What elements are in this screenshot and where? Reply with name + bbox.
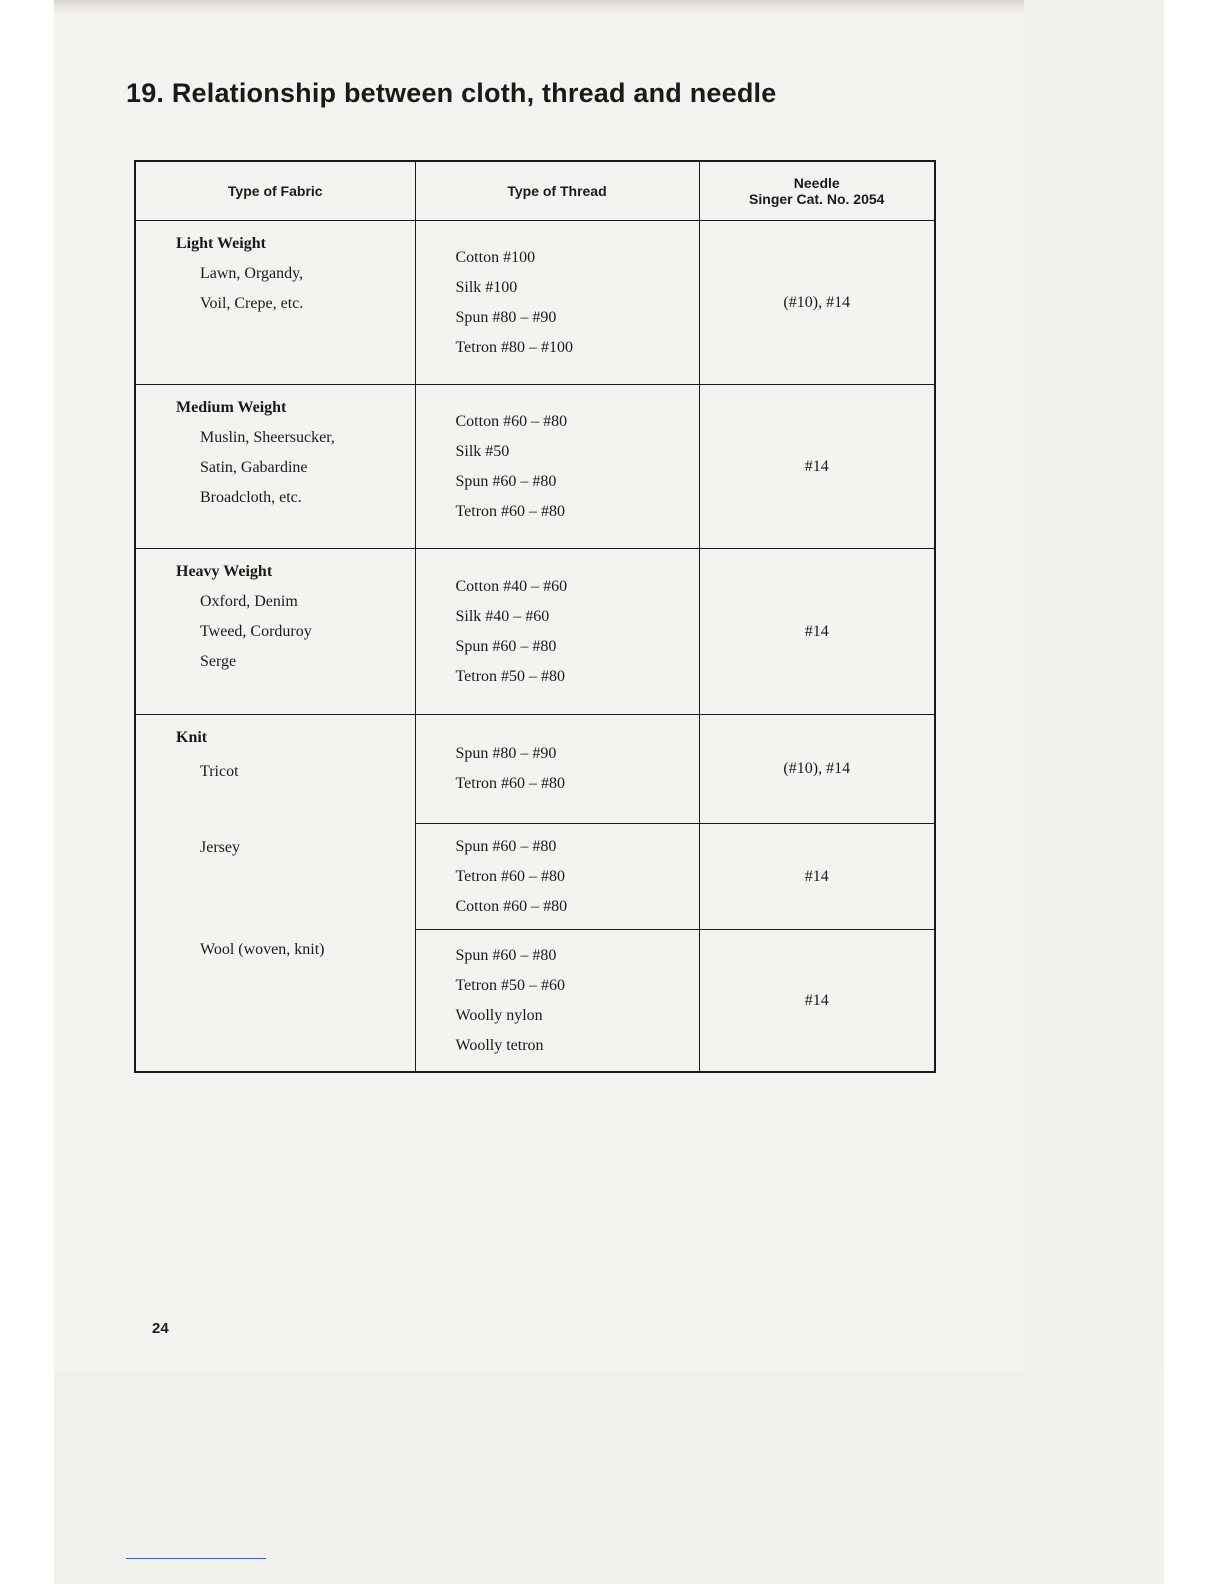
thread-item: Tetron #50 – #80 <box>455 667 566 685</box>
thread-item: Cotton #60 – #80 <box>455 412 568 430</box>
background-strip <box>1024 0 1164 1584</box>
needle-cell-heavy: #14 <box>699 549 935 715</box>
needle-cell-light: (#10), #14 <box>699 221 935 385</box>
thread-item: Silk #50 <box>455 442 510 460</box>
header-thread: Type of Thread <box>415 161 699 221</box>
thread-cell-heavy <box>415 549 699 715</box>
fabric-item: Oxford, Denim <box>200 593 298 610</box>
fabric-item-jersey: Jersey <box>200 839 240 856</box>
background-bottom <box>54 1372 1164 1584</box>
fabric-item-tricot: Tricot <box>200 763 239 780</box>
category-label: Medium Weight <box>176 399 287 416</box>
needle-cell-jersey: #14 <box>699 823 935 930</box>
thread-item: Spun #60 – #80 <box>455 837 557 855</box>
thread-item: Spun #80 – #90 <box>455 744 557 762</box>
fabric-cell-knit <box>135 715 415 1073</box>
knit-fabric-list <box>176 729 415 1071</box>
table-row <box>135 549 935 715</box>
table-header-row <box>135 161 935 221</box>
fabric-item: Muslin, Sheersucker, <box>200 429 335 446</box>
table-row <box>135 715 935 824</box>
fabric-item: Voil, Crepe, etc. <box>200 295 304 312</box>
header-needle-line2: Singer Cat. No. 2054 <box>749 191 885 207</box>
cloth-thread-needle-table <box>134 160 936 1073</box>
thread-item: Cotton #40 – #60 <box>455 577 568 595</box>
category-label: Heavy Weight <box>176 563 273 580</box>
thread-cell-medium <box>415 385 699 549</box>
thread-item: Tetron #60 – #80 <box>455 502 566 520</box>
table-row <box>135 385 935 549</box>
fabric-cell-light <box>135 221 415 385</box>
fabric-cell-medium <box>135 385 415 549</box>
fabric-item: Tweed, Corduroy <box>200 623 312 640</box>
divider-line <box>126 1558 266 1559</box>
page-top-edge <box>54 0 1024 14</box>
needle-cell-wool: #14 <box>699 930 935 1072</box>
thread-item: Woolly nylon <box>455 1006 543 1024</box>
fabric-item-wool: Wool (woven, knit) <box>200 941 325 958</box>
fabric-item: Serge <box>200 653 237 670</box>
page-title: 19. Relationship between cloth, thread and needle <box>126 78 777 108</box>
header-needle-line1: Needle <box>793 175 840 191</box>
needle-cell-medium: #14 <box>699 385 935 549</box>
fabric-item: Broadcloth, etc. <box>200 489 302 506</box>
header-fabric: Type of Fabric <box>135 161 415 221</box>
fabric-cell-heavy <box>135 549 415 715</box>
thread-item: Tetron #60 – #80 <box>455 774 566 792</box>
thread-item: Spun #60 – #80 <box>455 637 557 655</box>
thread-item: Spun #60 – #80 <box>455 946 557 964</box>
thread-item: Woolly tetron <box>455 1036 544 1054</box>
thread-item: Cotton #60 – #80 <box>455 897 568 915</box>
thread-cell-tricot <box>415 715 699 824</box>
header-needle <box>699 161 935 221</box>
category-label: Light Weight <box>176 235 266 252</box>
thread-item: Silk #100 <box>455 278 518 296</box>
category-label: Knit <box>176 729 208 746</box>
thread-item: Tetron #60 – #80 <box>455 867 566 885</box>
thread-item: Spun #80 – #90 <box>455 308 557 326</box>
fabric-item: Satin, Gabardine <box>200 459 308 476</box>
page-number: 24 <box>152 1320 169 1337</box>
needle-cell-tricot: (#10), #14 <box>699 715 935 824</box>
thread-cell-wool <box>415 930 699 1072</box>
thread-item: Silk #40 – #60 <box>455 607 550 625</box>
thread-cell-jersey <box>415 823 699 930</box>
thread-cell-light <box>415 221 699 385</box>
thread-item: Cotton #100 <box>455 248 536 266</box>
thread-item: Tetron #50 – #60 <box>455 976 566 994</box>
thread-item: Tetron #80 – #100 <box>455 338 574 356</box>
table-row <box>135 221 935 385</box>
thread-item: Spun #60 – #80 <box>455 472 557 490</box>
fabric-item: Lawn, Organdy, <box>200 265 304 282</box>
